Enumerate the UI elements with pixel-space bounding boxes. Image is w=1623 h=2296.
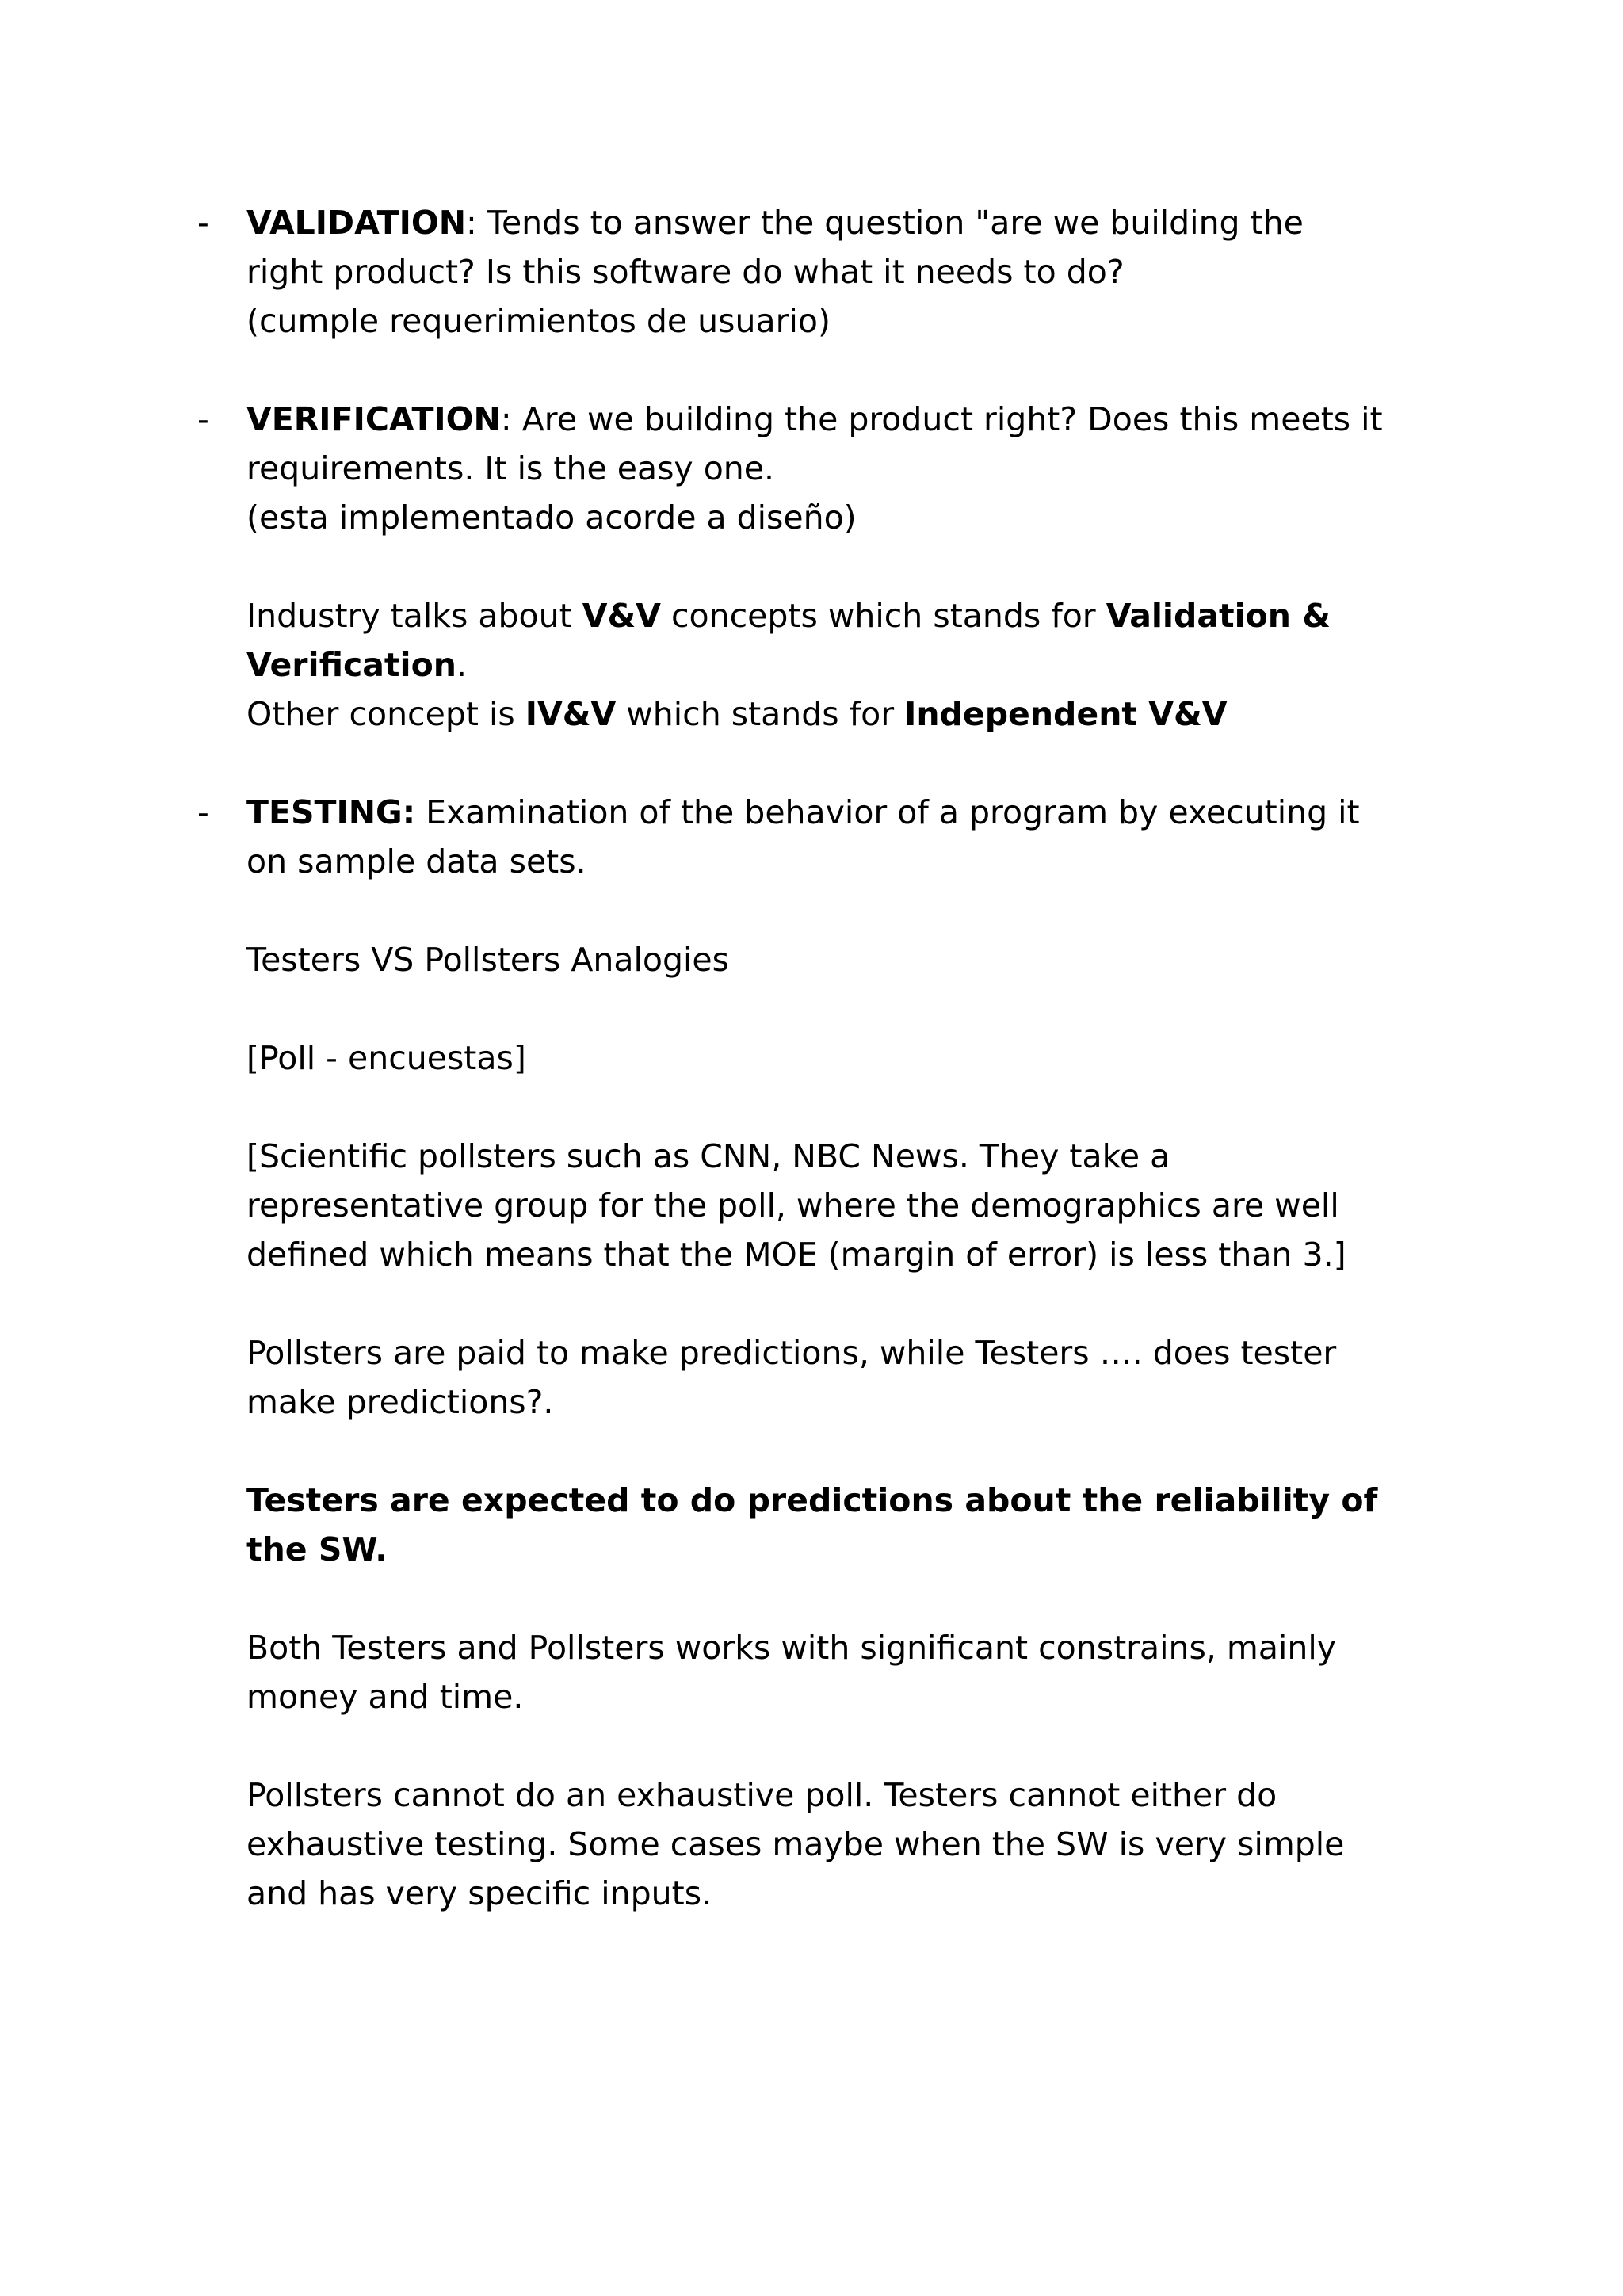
spacer [246, 1427, 1483, 1476]
spacer [246, 1574, 1483, 1623]
paragraph-line: [Scientific pollsters such as CNN, NBC News. They take a [246, 1137, 1170, 1175]
paragraph-line: money and time. [246, 1678, 524, 1716]
vv-text: . [456, 646, 467, 684]
verification-note: (esta implementado acorde a diseño) [246, 499, 857, 537]
constraints-paragraph [246, 1623, 1483, 1721]
spacer [246, 1279, 1483, 1328]
poll-note-block [246, 1033, 1483, 1083]
paragraph-line: representative group for the poll, where the demographics are well [246, 1186, 1339, 1224]
vv-line-2 [246, 640, 1483, 690]
ivv-text: which stands for [616, 695, 905, 733]
document-content [197, 198, 1483, 1918]
bold-statement-line: the SW. [246, 1530, 388, 1568]
vv-text: Industry talks about [246, 597, 582, 635]
testing-term: TESTING: [246, 793, 416, 831]
bullet-dash: - [197, 204, 209, 242]
ivv-expansion: Independent V&V [904, 695, 1228, 733]
verification-term: VERIFICATION [246, 400, 501, 438]
testing-item [197, 788, 1483, 886]
vv-term: V&V [582, 597, 661, 635]
vv-line-1 [246, 591, 1483, 640]
validation-term: VALIDATION [246, 204, 467, 242]
verification-item [197, 395, 1483, 542]
testing-line-2: on sample data sets. [246, 842, 586, 881]
bullet-dash: - [197, 400, 209, 438]
vv-expansion: Validation & [1106, 597, 1331, 635]
predictions-paragraph [246, 1328, 1483, 1427]
bullet-dash: - [197, 793, 209, 831]
vv-paragraph [246, 591, 1483, 739]
ivv-text: Other concept is [246, 695, 525, 733]
analogies-heading-block [246, 935, 1483, 984]
ivv-term: IV&V [525, 695, 617, 733]
spacer [246, 346, 1483, 395]
bold-statement-line: Testers are expected to do predictions about the reliability of [246, 1481, 1378, 1519]
vv-expansion: Verification [246, 646, 456, 684]
validation-line-1 [246, 198, 1483, 247]
paragraph-line: defined which means that the MOE (margin of error) is less than 3.] [246, 1236, 1346, 1274]
scientific-pollsters-paragraph [246, 1132, 1483, 1279]
validation-line-2: right product? Is this software do what it needs to do? [246, 253, 1125, 291]
paragraph-line: Pollsters cannot do an exhaustive poll. Testers cannot either do [246, 1776, 1277, 1814]
paragraph-line: make predictions?. [246, 1383, 554, 1421]
spacer [246, 542, 1483, 591]
bold-statement-paragraph [246, 1476, 1483, 1574]
validation-note: (cumple requerimientos de usuario) [246, 302, 831, 340]
spacer [246, 984, 1483, 1033]
spacer [246, 886, 1483, 935]
paragraph-line: Pollsters are paid to make predictions, while Testers …. does tester [246, 1334, 1337, 1372]
vv-text: concepts which stands for [660, 597, 1106, 635]
spacer [246, 1721, 1483, 1771]
verification-line-1 [246, 395, 1483, 444]
poll-note: [Poll - encuestas] [246, 1039, 526, 1077]
verification-definition: : Are we building the product right? Does this meets it [500, 400, 1383, 438]
spacer [246, 739, 1483, 788]
exhaustive-paragraph [246, 1771, 1483, 1918]
paragraph-line: and has very specific inputs. [246, 1874, 712, 1912]
paragraph-line: Both Testers and Pollsters works with significant constrains, mainly [246, 1629, 1337, 1667]
vv-line-3 [246, 690, 1483, 739]
analogies-heading: Testers VS Pollsters Analogies [246, 941, 729, 979]
paragraph-line: exhaustive testing. Some cases maybe when the SW is very simple [246, 1825, 1345, 1863]
testing-definition: Examination of the behavior of a program by executing it [415, 793, 1360, 831]
verification-line-2: requirements. It is the easy one. [246, 449, 775, 487]
validation-item [197, 198, 1483, 346]
testing-line-1 [246, 788, 1483, 837]
validation-definition: : Tends to answer the question "are we building the [466, 204, 1304, 242]
spacer [246, 1083, 1483, 1132]
